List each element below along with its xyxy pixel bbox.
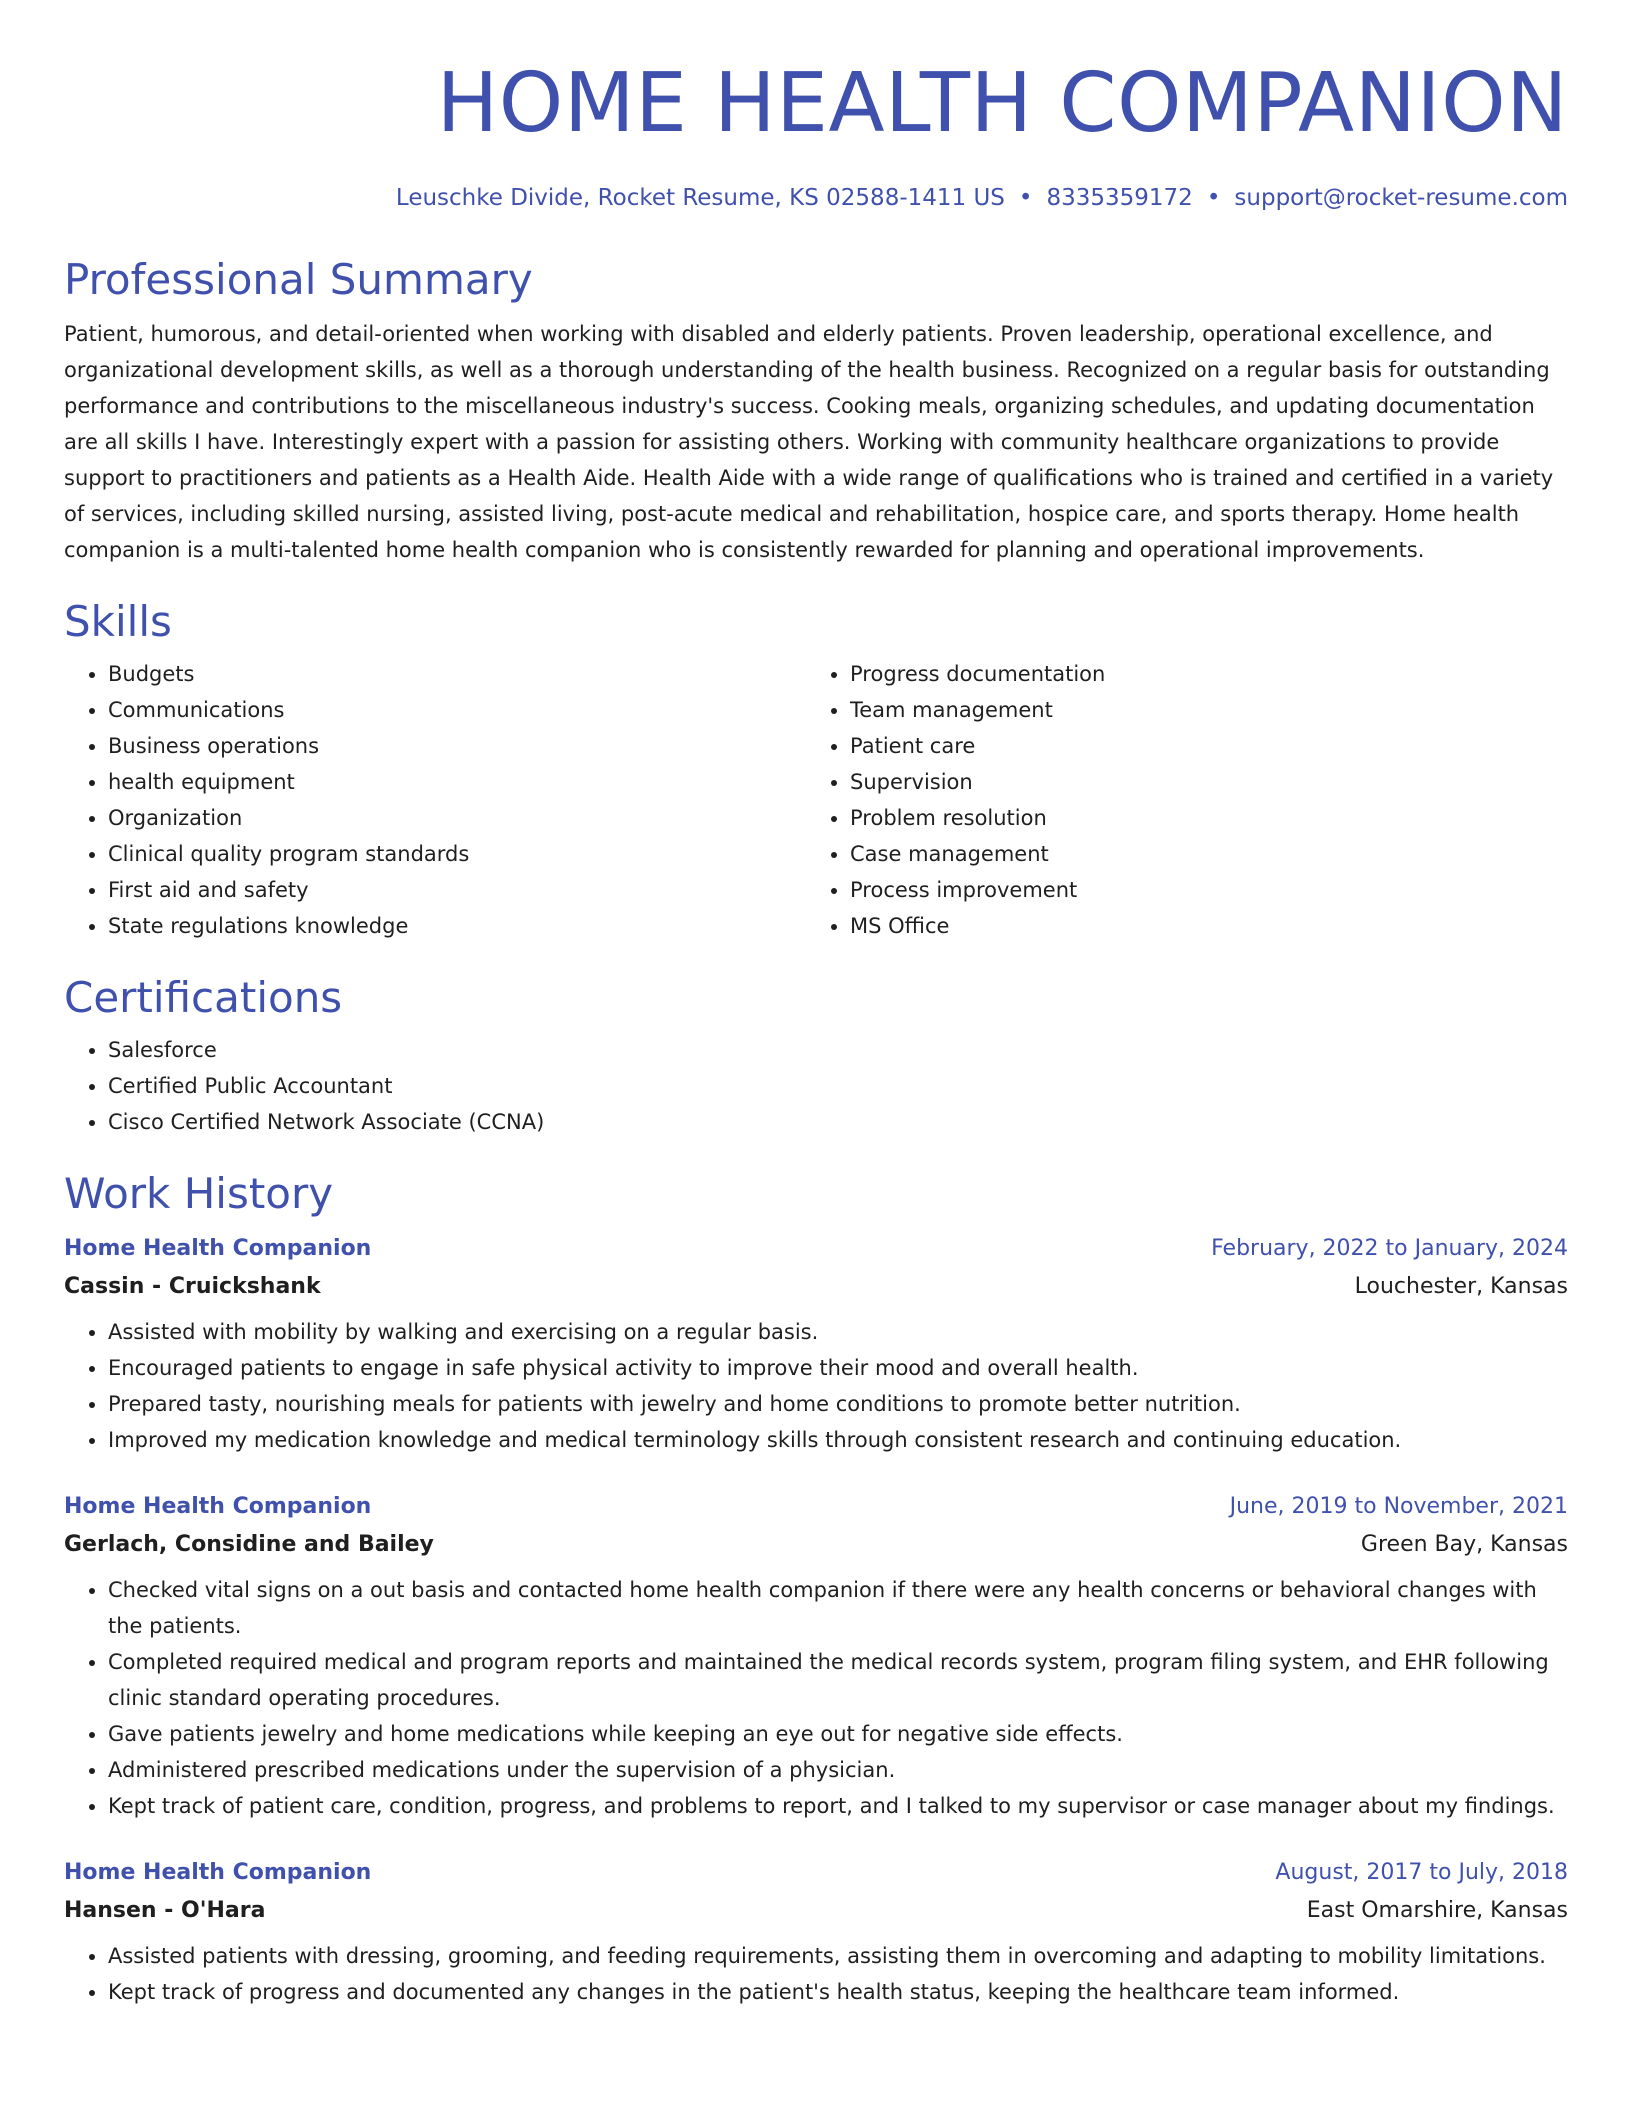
job-bullet: • Kept track of patient care, condition, progress, and problems to report, and I talked to my supervisor or case manager about my findings. xyxy=(108,1788,1568,1824)
skill-item: • Organization xyxy=(108,800,806,836)
job-company: Cassin - Cruickshank xyxy=(64,1274,321,1299)
skill-item: • Problem resolution xyxy=(850,800,1566,836)
job-company: Hansen - O'Hara xyxy=(64,1898,266,1923)
work-history-heading: Work History xyxy=(64,1169,334,1218)
contact-email[interactable]: support@rocket-resume.com xyxy=(1234,185,1568,211)
job-bullet: • Assisted patients with dressing, grooming, and feeding requirements, assisting them in overcoming and adapting to mobility limitations. xyxy=(108,1938,1568,1974)
work-history-section xyxy=(64,1166,1568,2010)
skill-item: • health equipment xyxy=(108,764,806,800)
skill-item: • Patient care xyxy=(850,728,1566,764)
contact-line xyxy=(64,182,1568,214)
skill-item: • Clinical quality program standards xyxy=(108,836,806,872)
job-title: Home Health Companion xyxy=(64,1494,372,1519)
skills-list-right xyxy=(806,656,1566,944)
contact-address: Leuschke Divide, Rocket Resume, KS 02588-1411 US xyxy=(395,185,1005,211)
skills-section xyxy=(64,594,1568,944)
job-dates: August, 2017 to July, 2018 xyxy=(1275,1860,1568,1885)
certification-item: • Salesforce xyxy=(108,1032,1568,1068)
contact-separator: • xyxy=(1206,185,1221,211)
skill-item: • Team management xyxy=(850,692,1566,728)
skill-item: • Supervision xyxy=(850,764,1566,800)
job-title: Home Health Companion xyxy=(64,1236,372,1261)
job-bullet: • Administered prescribed medications under the supervision of a physician. xyxy=(108,1752,1568,1788)
skill-item: • Process improvement xyxy=(850,872,1566,908)
job-entry xyxy=(64,1854,1568,2010)
skill-item: • First aid and safety xyxy=(108,872,806,908)
certification-item: • Cisco Certified Network Associate (CCNA) xyxy=(108,1104,1568,1140)
job-dates: February, 2022 to January, 2024 xyxy=(1211,1236,1568,1261)
candidate-name: HOME HEALTH COMPANION xyxy=(436,56,1568,151)
job-location: East Omarshire, Kansas xyxy=(1306,1898,1568,1923)
professional-summary-section xyxy=(64,252,1568,568)
job-bullet: • Assisted with mobility by walking and exercising on a regular basis. xyxy=(108,1314,1568,1350)
certification-item: • Certified Public Accountant xyxy=(108,1068,1568,1104)
job-bullets xyxy=(64,1572,1568,1824)
job-location: Louchester, Kansas xyxy=(1354,1274,1568,1299)
job-company: Gerlach, Considine and Bailey xyxy=(64,1532,434,1557)
resume-header xyxy=(64,0,1568,214)
summary-text: Patient, humorous, and detail-oriented when working with disabled and elderly patients. Proven leadership, operational excellence, and organizational development skills, as well as a thorough understanding of the health business. Recognized on a regular basis for outstanding performance and contributions to the miscellaneous industry's success. Cooking meals, organizing schedules, and updating documentation are all skills I have. Interestingly expert with a passion for assisting others. Working with community healthcare organizations to provide support to practitioners and patients as a Health Aide. Health Aide with a wide range of qualifications who is trained and certified in a variety of services, including skilled nursing, assisted living, post-acute medical and rehabilitation, hospice care, and sports therapy. Home health companion is a multi-talented home health companion who is consistently rewarded for planning and operational improvements. xyxy=(64,322,1554,562)
job-bullets xyxy=(64,1938,1568,2010)
skill-item: • MS Office xyxy=(850,908,1566,944)
skill-item: • Case management xyxy=(850,836,1566,872)
job-title: Home Health Companion xyxy=(64,1860,372,1885)
job-bullet: • Improved my medication knowledge and medical terminology skills through consistent research and continuing education. xyxy=(108,1422,1568,1458)
summary-heading: Professional Summary xyxy=(64,255,533,304)
job-location: Green Bay, Kansas xyxy=(1360,1532,1568,1557)
contact-separator: • xyxy=(1018,185,1033,211)
skills-list-left xyxy=(64,656,806,944)
job-entry xyxy=(64,1230,1568,1458)
skill-item: • Communications xyxy=(108,692,806,728)
job-bullet: • Checked vital signs on a out basis and contacted home health companion if there were any health concerns or behavioral changes with the patients. xyxy=(108,1572,1568,1644)
skill-item: • Budgets xyxy=(108,656,806,692)
job-bullets xyxy=(64,1314,1568,1458)
skills-heading: Skills xyxy=(64,597,172,646)
job-bullet: • Completed required medical and program reports and maintained the medical records system, program filing system, and EHR following clinic standard operating procedures. xyxy=(108,1644,1568,1716)
job-bullet: • Kept track of progress and documented any changes in the patient's health status, keeping the healthcare team informed. xyxy=(108,1974,1568,2010)
job-bullet: • Prepared tasty, nourishing meals for patients with jewelry and home conditions to promote better nutrition. xyxy=(108,1386,1568,1422)
skill-item: • State regulations knowledge xyxy=(108,908,806,944)
job-bullet: • Encouraged patients to engage in safe physical activity to improve their mood and overall health. xyxy=(108,1350,1568,1386)
contact-phone: 8335359172 xyxy=(1046,185,1193,211)
certifications-heading: Certifications xyxy=(64,973,343,1022)
skills-columns xyxy=(64,656,1568,944)
skill-item: • Progress documentation xyxy=(850,656,1566,692)
job-bullet: • Gave patients jewelry and home medications while keeping an eye out for negative side effects. xyxy=(108,1716,1568,1752)
job-dates: June, 2019 to November, 2021 xyxy=(1229,1494,1568,1519)
certifications-section xyxy=(64,970,1568,1140)
certifications-list xyxy=(64,1032,1568,1140)
skill-item: • Business operations xyxy=(108,728,806,764)
job-entry xyxy=(64,1488,1568,1824)
